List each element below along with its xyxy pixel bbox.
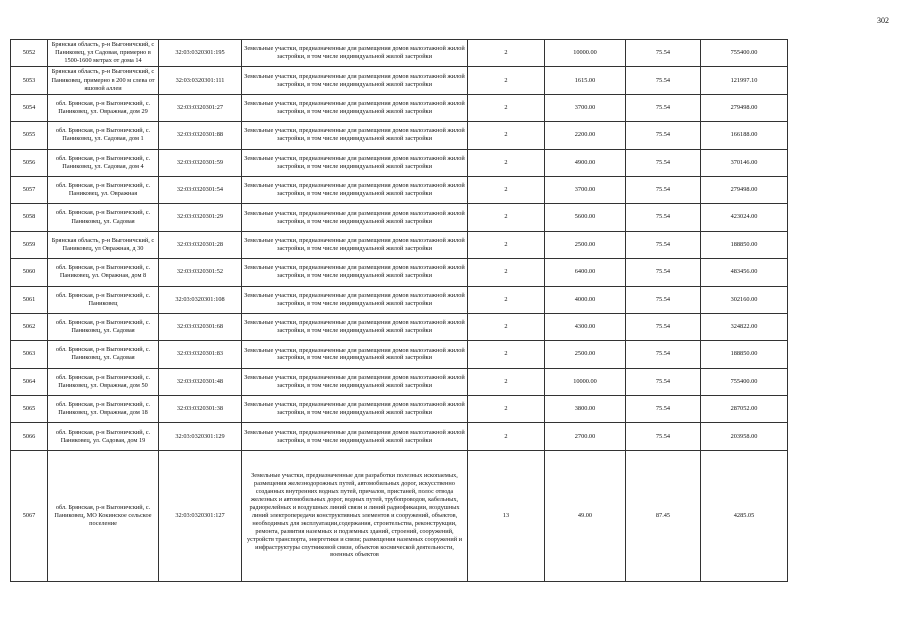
address-cell: обл. Брянская, р-н Выгоничский, с. Паниковец, МО Кокинское сельское поселение <box>48 450 159 581</box>
land-use-purpose-cell: Земельные участки, предназначенные для размещения домов малоэтажной жилой застройки, в том числе индивидуальной жилой застройки <box>242 423 468 450</box>
cadastral-value-cell: 423024.00 <box>701 204 788 231</box>
table-row <box>11 259 893 286</box>
row-number-cell: 5057 <box>11 176 48 203</box>
land-use-purpose-cell: Земельные участки, предназначенные для размещения домов малоэтажной жилой застройки, в том числе индивидуальной жилой застройки <box>242 40 468 67</box>
group-number-cell: 2 <box>468 122 545 149</box>
land-use-purpose-cell: Земельные участки, предназначенные для размещения домов малоэтажной жилой застройки, в том числе индивидуальной жилой застройки <box>242 204 468 231</box>
land-use-purpose-cell: Земельные участки, предназначенные для размещения домов малоэтажной жилой застройки, в том числе индивидуальной жилой застройки <box>242 122 468 149</box>
address-cell: обл. Брянская, р-н Выгоничский, с. Паниковец, ул. Садовая <box>48 204 159 231</box>
group-number-cell: 2 <box>468 396 545 423</box>
group-number-cell: 2 <box>468 313 545 340</box>
specific-value-cell: 75.54 <box>626 259 701 286</box>
land-use-purpose-cell: Земельные участки, предназначенные для размещения домов малоэтажной жилой застройки, в том числе индивидуальной жилой застройки <box>242 313 468 340</box>
area-cell: 4300.00 <box>545 313 626 340</box>
table-row <box>11 231 893 258</box>
cadastral-number-cell: 32:03:0320301:111 <box>159 67 242 94</box>
area-cell: 4900.00 <box>545 149 626 176</box>
specific-value-cell: 75.54 <box>626 122 701 149</box>
cadastral-number-cell: 32:03:0320301:88 <box>159 122 242 149</box>
area-cell: 2700.00 <box>545 423 626 450</box>
cadastral-value-cell: 188850.00 <box>701 341 788 368</box>
address-cell: Брянская область, р-н Выгоничский, с Паниковец, ул Садовая, примерно в 1500-1600 метрах от дома 14 <box>48 40 159 67</box>
row-number-cell: 5065 <box>11 396 48 423</box>
area-cell: 3800.00 <box>545 396 626 423</box>
group-number-cell: 13 <box>468 450 545 581</box>
row-number-cell: 5066 <box>11 423 48 450</box>
table-row <box>11 149 893 176</box>
cadastral-value-cell: 755400.00 <box>701 368 788 395</box>
specific-value-cell: 75.54 <box>626 368 701 395</box>
area-cell: 10000.00 <box>545 368 626 395</box>
cadastral-value-table <box>10 39 893 582</box>
group-number-cell: 2 <box>468 40 545 67</box>
address-cell: обл. Брянская, р-н Выгоничский, с. Паниковец, ул. Овражная <box>48 176 159 203</box>
cadastral-number-cell: 32:03:0320301:83 <box>159 341 242 368</box>
group-number-cell: 2 <box>468 286 545 313</box>
specific-value-cell: 75.54 <box>626 286 701 313</box>
specific-value-cell: 75.54 <box>626 40 701 67</box>
table-row <box>11 204 893 231</box>
cadastral-number-cell: 32:03:0320301:129 <box>159 423 242 450</box>
address-cell: Брянская область, р-н Выгоничский, с Паниковец, ул Овражная, д 30 <box>48 231 159 258</box>
area-cell: 2500.00 <box>545 341 626 368</box>
cadastral-value-cell: 279498.00 <box>701 94 788 121</box>
area-cell: 10000.00 <box>545 40 626 67</box>
specific-value-cell: 75.54 <box>626 231 701 258</box>
land-use-purpose-cell: Земельные участки, предназначенные для размещения домов малоэтажной жилой застройки, в том числе индивидуальной жилой застройки <box>242 176 468 203</box>
cadastral-value-cell: 324822.00 <box>701 313 788 340</box>
cadastral-value-cell: 370146.00 <box>701 149 788 176</box>
page-number: 302 <box>877 16 889 25</box>
land-use-purpose-cell: Земельные участки, предназначенные для размещения домов малоэтажной жилой застройки, в том числе индивидуальной жилой застройки <box>242 286 468 313</box>
cadastral-value-cell: 4285.05 <box>701 450 788 581</box>
table-row <box>11 450 893 581</box>
table-row <box>11 423 893 450</box>
cadastral-value-cell: 166188.00 <box>701 122 788 149</box>
row-number-cell: 5063 <box>11 341 48 368</box>
row-number-cell: 5062 <box>11 313 48 340</box>
table-row <box>11 396 893 423</box>
group-number-cell: 2 <box>468 368 545 395</box>
land-use-purpose-cell: Земельные участки, предназначенные для размещения домов малоэтажной жилой застройки, в том числе индивидуальной жилой застройки <box>242 259 468 286</box>
row-number-cell: 5055 <box>11 122 48 149</box>
specific-value-cell: 75.54 <box>626 396 701 423</box>
address-cell: обл. Брянская, р-н Выгоничский, с. Паниковец, ул. Овражная, дом 18 <box>48 396 159 423</box>
land-use-purpose-cell: Земельные участки, предназначенные для размещения домов малоэтажной жилой застройки, в том числе индивидуальной жилой застройки <box>242 396 468 423</box>
group-number-cell: 2 <box>468 259 545 286</box>
address-cell: обл. Брянская, р-н Выгоничский, с. Паниковец, ул. Садовая <box>48 341 159 368</box>
address-cell: обл. Брянская, р-н Выгоничский, с. Паниковец, ул. Садовая <box>48 313 159 340</box>
land-use-purpose-cell: Земельные участки, предназначенные для разработки полезных ископаемых, размещения железнодорожных путей, автомобильных дорог, искусственно созданных внутренних водных путей, причалов, пристаней, полос отвода железных и автомобильных дорог, водных путей, трубопроводов, кабельных, радиорелейных и воздушных линий связи и линий радиофикации, воздушных линий электропередачи конструктивных элементов и сооружений, объектов, необходимых для эксплуатации,содержания, строительства, реконструкции, ремонта, развития наземных и подземных зданий, строений, сооружений, устройств транспорта, энергетики и связи; размещения наземных сооружений и инфраструктуры спутниковой связи, объектов космической деятельности, военных объектов <box>242 450 468 581</box>
cadastral-number-cell: 32:03:0320301:29 <box>159 204 242 231</box>
land-use-purpose-cell: Земельные участки, предназначенные для размещения домов малоэтажной жилой застройки, в том числе индивидуальной жилой застройки <box>242 368 468 395</box>
cadastral-number-cell: 32:03:0320301:68 <box>159 313 242 340</box>
area-cell: 2200.00 <box>545 122 626 149</box>
group-number-cell: 2 <box>468 67 545 94</box>
table-row <box>11 40 893 67</box>
table-row <box>11 313 893 340</box>
cadastral-value-cell: 203958.00 <box>701 423 788 450</box>
table-row <box>11 368 893 395</box>
row-number-cell: 5053 <box>11 67 48 94</box>
area-cell: 3700.00 <box>545 176 626 203</box>
cadastral-number-cell: 32:03:0320301:28 <box>159 231 242 258</box>
row-number-cell: 5067 <box>11 450 48 581</box>
group-number-cell: 2 <box>468 341 545 368</box>
address-cell: обл. Брянская, р-н Выгоничский, с. Паниковец, ул. Садовая, дом 19 <box>48 423 159 450</box>
table-row <box>11 286 893 313</box>
address-cell: обл. Брянская, р-н Выгоничский, с. Паниковец, ул. Садовая, дом 4 <box>48 149 159 176</box>
cadastral-number-cell: 32:03:0320301:38 <box>159 396 242 423</box>
group-number-cell: 2 <box>468 423 545 450</box>
area-cell: 4000.00 <box>545 286 626 313</box>
table-row <box>11 341 893 368</box>
row-number-cell: 5054 <box>11 94 48 121</box>
cadastral-number-cell: 32:03:0320301:48 <box>159 368 242 395</box>
group-number-cell: 2 <box>468 176 545 203</box>
specific-value-cell: 75.54 <box>626 176 701 203</box>
area-cell: 49.00 <box>545 450 626 581</box>
row-number-cell: 5056 <box>11 149 48 176</box>
cadastral-number-cell: 32:03:0320301:59 <box>159 149 242 176</box>
specific-value-cell: 75.54 <box>626 341 701 368</box>
row-number-cell: 5059 <box>11 231 48 258</box>
address-cell: Брянская область, р-н Выгоничский, с Паниковец, примерно в 200 м слева от яшовой аллеи <box>48 67 159 94</box>
specific-value-cell: 75.54 <box>626 313 701 340</box>
area-cell: 5600.00 <box>545 204 626 231</box>
cadastral-value-cell: 483456.00 <box>701 259 788 286</box>
group-number-cell: 2 <box>468 94 545 121</box>
land-use-purpose-cell: Земельные участки, предназначенные для размещения домов малоэтажной жилой застройки, в том числе индивидуальной жилой застройки <box>242 149 468 176</box>
cadastral-number-cell: 32:03:0320301:108 <box>159 286 242 313</box>
specific-value-cell: 87.45 <box>626 450 701 581</box>
row-number-cell: 5064 <box>11 368 48 395</box>
area-cell: 1615.00 <box>545 67 626 94</box>
cadastral-value-cell: 287052.00 <box>701 396 788 423</box>
cadastral-number-cell: 32:03:0320301:195 <box>159 40 242 67</box>
cadastral-value-cell: 302160.00 <box>701 286 788 313</box>
cadastral-number-cell: 32:03:0320301:54 <box>159 176 242 203</box>
area-cell: 6400.00 <box>545 259 626 286</box>
address-cell: обл. Брянская, р-н Выгоничский, с. Паниковец <box>48 286 159 313</box>
group-number-cell: 2 <box>468 204 545 231</box>
address-cell: обл. Брянская, р-н Выгоничский, с. Паниковец, ул. Овражная, дом 8 <box>48 259 159 286</box>
specific-value-cell: 75.54 <box>626 204 701 231</box>
row-number-cell: 5060 <box>11 259 48 286</box>
address-cell: обл. Брянская, р-н Выгоничский, с. Паниковец, ул. Овражная, дом 29 <box>48 94 159 121</box>
cadastral-value-cell: 121997.10 <box>701 67 788 94</box>
table-row <box>11 94 893 121</box>
group-number-cell: 2 <box>468 231 545 258</box>
cadastral-value-cell: 279498.00 <box>701 176 788 203</box>
group-number-cell: 2 <box>468 149 545 176</box>
cadastral-number-cell: 32:03:0320301:127 <box>159 450 242 581</box>
land-use-purpose-cell: Земельные участки, предназначенные для размещения домов малоэтажной жилой застройки, в том числе индивидуальной жилой застройки <box>242 67 468 94</box>
address-cell: обл. Брянская, р-н Выгоничский, с. Паниковец, ул. Садовая, дом 1 <box>48 122 159 149</box>
cadastral-value-cell: 188850.00 <box>701 231 788 258</box>
specific-value-cell: 75.54 <box>626 67 701 94</box>
table-row <box>11 176 893 203</box>
area-cell: 3700.00 <box>545 94 626 121</box>
table-body <box>11 40 893 582</box>
cadastral-number-cell: 32:03:0320301:27 <box>159 94 242 121</box>
row-number-cell: 5061 <box>11 286 48 313</box>
specific-value-cell: 75.54 <box>626 423 701 450</box>
land-use-purpose-cell: Земельные участки, предназначенные для размещения домов малоэтажной жилой застройки, в том числе индивидуальной жилой застройки <box>242 341 468 368</box>
table-row <box>11 67 893 94</box>
cadastral-value-cell: 755400.00 <box>701 40 788 67</box>
table-row <box>11 122 893 149</box>
specific-value-cell: 75.54 <box>626 94 701 121</box>
land-use-purpose-cell: Земельные участки, предназначенные для размещения домов малоэтажной жилой застройки, в том числе индивидуальной жилой застройки <box>242 231 468 258</box>
row-number-cell: 5052 <box>11 40 48 67</box>
specific-value-cell: 75.54 <box>626 149 701 176</box>
cadastral-number-cell: 32:03:0320301:52 <box>159 259 242 286</box>
address-cell: обл. Брянская, р-н Выгоничский, с. Паниковец, ул. Овражная, дом 50 <box>48 368 159 395</box>
row-number-cell: 5058 <box>11 204 48 231</box>
area-cell: 2500.00 <box>545 231 626 258</box>
land-use-purpose-cell: Земельные участки, предназначенные для размещения домов малоэтажной жилой застройки, в том числе индивидуальной жилой застройки <box>242 94 468 121</box>
